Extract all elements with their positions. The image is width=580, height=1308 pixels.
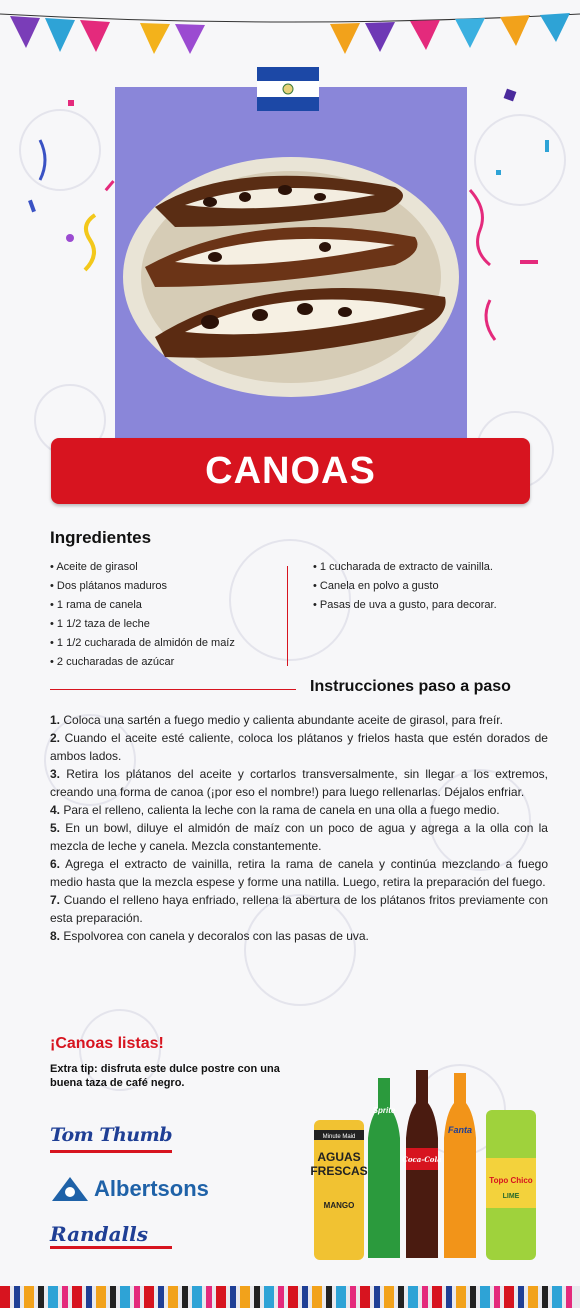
tom-thumb-underline [50, 1150, 172, 1153]
can-flavor: MANGO [323, 1201, 355, 1210]
randalls-underline [50, 1246, 172, 1249]
step-number: 6. [50, 857, 61, 871]
ingredient-item: • 1 rama de canela [50, 598, 235, 617]
step-number: 3. [50, 767, 61, 781]
beverages-image [310, 1058, 550, 1268]
step-text: Espolvorea con canela y decoralos con las pasas de uva. [63, 929, 369, 943]
ingredient-item: • Dos plátanos maduros [50, 579, 235, 598]
instruction-step [50, 801, 548, 819]
step-number: 1. [50, 713, 61, 727]
extra-tip: Extra tip: disfruta este dulce postre con una buena taza de café negro. [50, 1063, 280, 1089]
instructions-list [50, 711, 548, 945]
page-title: CANOAS [205, 449, 376, 492]
ingredient-item: • Pasas de uva a gusto, para decorar. [313, 598, 497, 617]
step-text: Cuando el aceite esté caliente, coloca los plátanos y frielos hasta que estén dorados de ambos lados. [50, 731, 548, 763]
fanta-label: Fanta [447, 1125, 473, 1135]
can-title-line1: AGUAS [317, 1150, 361, 1164]
step-number: 7. [50, 893, 61, 907]
step-text: Agrega el extracto de vainilla, retira la rama de canela y continúa mezclando a fuego medio hasta que la mezcla espese y forme una natilla. Luego, retira la preparación del fuego. [50, 857, 548, 889]
step-text: En un bowl, diluye el almidón de maíz con un poco de agua y agrega a la olla con la mezcla de leche y canela. Mezcla constantemente. [50, 821, 548, 853]
title-banner [51, 438, 530, 504]
step-text: Retira los plátanos del aceite y cortarlos transversalmente, sin llegar a los extremos, creando una forma de canoa (¡por eso el nombre!) para luego rellenarlas. Déjalos enfriar. [50, 767, 548, 799]
bunting-flags [0, 0, 580, 60]
step-number: 2. [50, 731, 61, 745]
el-salvador-flag-icon [257, 67, 319, 111]
topo-chico-flavor: LIME [502, 1193, 520, 1200]
ingredients-divider [287, 566, 288, 666]
tom-thumb-logo: Tom Thumb [50, 1124, 173, 1146]
randalls-logo: Randalls [50, 1222, 148, 1246]
coca-cola-label: Coca-Cola [402, 1155, 442, 1164]
instruction-step [50, 711, 548, 729]
instruction-step [50, 927, 548, 945]
step-text: Cuando el relleno haya enfriado, rellena la abertura de los plátanos fritos previamente con esta preparación. [50, 893, 548, 925]
step-number: 5. [50, 821, 61, 835]
sprite-label: Sprite [372, 1106, 396, 1115]
step-text: Para el relleno, calienta la leche con la rama de canela en una olla a fuego medio. [63, 803, 500, 817]
section-divider [50, 689, 296, 690]
albertsons-wordmark: Albertsons [94, 1176, 209, 1201]
step-number: 8. [50, 929, 61, 943]
ingredient-item: • 1 cucharada de extracto de vainilla. [313, 560, 497, 579]
instructions-heading: Instrucciones paso a paso [310, 678, 511, 695]
albertsons-logo [50, 1175, 209, 1203]
can-title-line2: FRESCAS [310, 1164, 368, 1178]
fanta-bottle [444, 1073, 476, 1258]
ingredient-item: • Aceite de girasol [50, 560, 235, 579]
ingredient-item: • 1 1/2 taza de leche [50, 617, 235, 636]
ingredient-item: • Canela en polvo a gusto [313, 579, 497, 598]
bottom-decorative-stripe [0, 1286, 580, 1308]
ingredients-list-left [50, 560, 235, 674]
ingredients-heading: Ingredientes [50, 528, 152, 547]
step-number: 4. [50, 803, 61, 817]
instruction-step [50, 729, 548, 765]
ingredient-item: • 1 1/2 cucharada de almidón de maíz [50, 636, 235, 655]
topo-chico-label: Topo Chico [489, 1176, 533, 1185]
ingredients-list-right [313, 560, 497, 617]
instruction-step [50, 765, 548, 801]
canoas-dish-image [115, 87, 467, 439]
ingredient-item: • 2 cucharadas de azúcar [50, 655, 235, 674]
instruction-step [50, 891, 548, 927]
aguas-frescas-can [314, 1120, 364, 1260]
albertsons-a-icon [50, 1175, 90, 1203]
sprite-bottle [368, 1078, 400, 1258]
canoas-ready-heading: ¡Canoas listas! [50, 1035, 164, 1052]
instruction-step [50, 855, 548, 891]
step-text: Coloca una sartén a fuego medio y calienta abundante aceite de girasol, para freír. [63, 713, 503, 727]
can-brand-label: Minute Maid [322, 1134, 356, 1140]
instruction-step [50, 819, 548, 855]
